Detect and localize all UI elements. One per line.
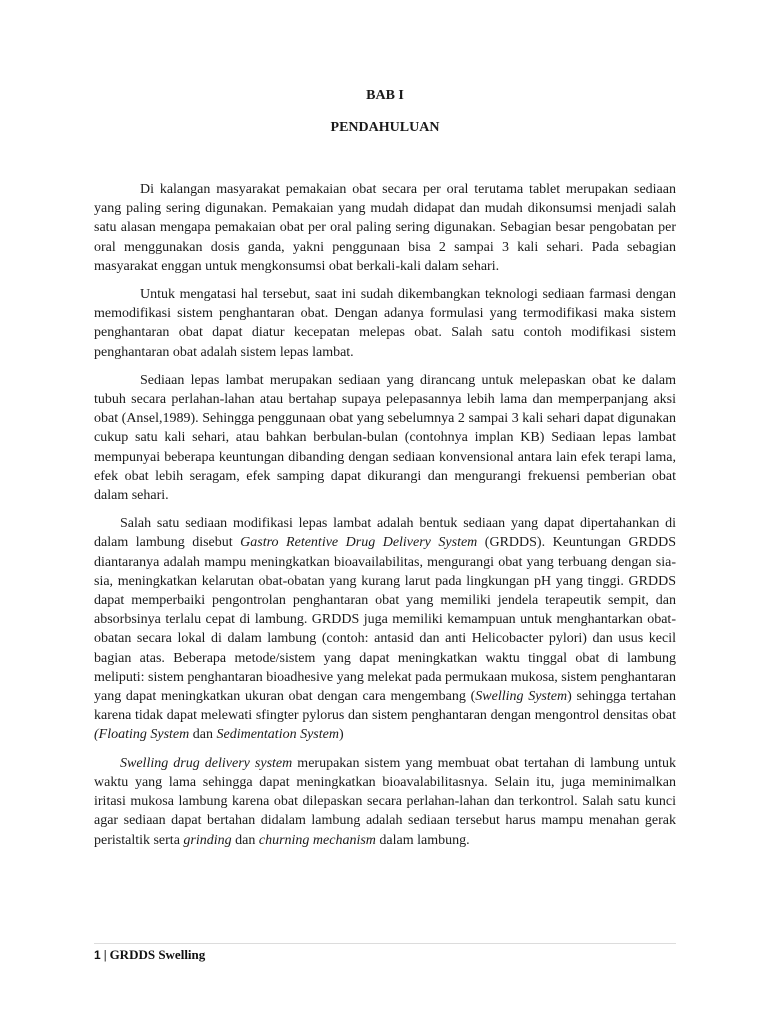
text-run: Untuk mengatasi hal tersebut, saat ini sudah dikembangkan teknologi sediaan farmasi dengan memodifikasi sistem penghantaran obat. Dengan adanya formulasi yang termodifikasi maka sistem penghantaran obat dapat diatur kecepatan melepas obat. Salah satu contoh modifikasi sistem penghantaran obat adalah sistem lepas lambat. xyxy=(94,287,676,360)
paragraph xyxy=(94,180,676,276)
text-run: Sediaan lepas lambat merupakan sediaan yang dirancang untuk melepaskan obat ke dalam tubuh secara perlahan-lahan atau bertahap supaya pelepasannya lebih lama dan memperpanjang aksi obat (Ansel,1989). Sehingga penggunaan obat yang sebelumnya 2 sampai 3 kali sehari dapat digunakan cukup satu kali sehari, atau bahkan berbulan-bulan (contohnya implan KB) Sediaan lepas lambat mempunyai beberapa keuntungan dibanding dengan sediaan konvensional antara lain efek terapi lama, efek obat lebih seragam, efek samping dapat dikurangi dan mengurangi frekuensi pemberian obat dalam sehari. xyxy=(94,372,676,504)
page-number: 1 xyxy=(94,948,101,962)
text-run: (GRDDS). Keuntungan GRDDS diantaranya adalah mampu meningkatkan bioavailabilitas, mengurangi obat yang terbuang dengan sia-sia, meningkatkan kelarutan obat-obatan yang kurang larut pada lingkungan pH yang tinggi. GRDDS dapat memperbaiki pengontrolan penghantaran obat yang memiliki jendela terapeutik sempit, dan absorbsinya terlalu cepat di lambung. GRDDS juga memiliki kemampuan untuk menghantarkan obat-obatan secara lokal di dalam lambung (contoh: antasid dan anti Helicobacter pylori) dan usus kecil bagian atas. Beberapa metode/sistem yang dapat meningkatkan waktu tinggal obat di lambung meliputi: sistem penghantaran bioadhesive yang melekat pada permukaan mukosa, sistem penghantaran yang dapat meningkatkan ukuran obat dengan cara mengembang ( xyxy=(94,535,676,705)
italic-term: grinding xyxy=(183,832,232,848)
footer-title: GRDDS Swelling xyxy=(109,947,206,962)
chapter-title: PENDAHULUAN xyxy=(330,120,440,135)
paragraph xyxy=(94,371,676,505)
paragraph xyxy=(94,514,676,744)
text-run: dan xyxy=(231,832,259,848)
text-run: ) xyxy=(338,727,344,743)
paragraph xyxy=(94,285,676,362)
footer-separator: | xyxy=(103,947,107,962)
paragraph xyxy=(94,754,676,850)
page-footer xyxy=(94,947,205,963)
text-run: dalam lambung. xyxy=(375,832,470,848)
italic-term: churning mechanism xyxy=(258,832,376,848)
body-text xyxy=(94,180,676,859)
text-run: merupakan sistem yang membuat obat tertahan di lambung untuk waktu yang lama sehingga dapat meningkatkan bioavalabilitasnya. Selain itu, juga meminimalkan iritasi mukosa lambung karena obat dilepaskan secara perlahan-lahan dan terkontrol. Salah satu kunci agar sediaan dapat bertahan didalam lambung adalah sediaan tersebut harus mampu menahan gerak peristaltik serta xyxy=(94,755,676,848)
text-run: dan xyxy=(189,727,217,743)
italic-term: Swelling drug delivery system xyxy=(120,755,293,771)
text-run: Di kalangan masyarakat pemakaian obat secara per oral terutama tablet merupakan sediaan yang paling sering digunakan. Pemakaian yang mudah didapat dan mudah dikonsumsi menjadi salah satu alasan mengapa pemakaian obat per oral paling sering digunakan. Sebagian besar pengobatan per oral menggunakan dosis ganda, yakni penggunaan bisa 2 sampai 3 kali sehari. Pada sebagian masyarakat enggan untuk mengkonsumsi obat berkali-kali dalam sehari. xyxy=(94,182,676,274)
text-run: Salah satu sediaan modifikasi lepas lambat adalah bentuk sediaan yang dapat dipertahankan di dalam lambung disebut xyxy=(94,516,676,551)
chapter-number: BAB I xyxy=(366,88,404,103)
italic-term: Gastro Retentive Drug Delivery System xyxy=(240,535,478,551)
footer-divider xyxy=(94,943,676,944)
italic-term: (Floating System xyxy=(94,727,190,743)
document-page xyxy=(94,0,676,1024)
italic-term: Swelling System xyxy=(475,689,568,705)
text-run: ) sehingga tertahan karena tidak dapat melewati sfingter pylorus dan sistem penghantaran dengan mengontrol densitas obat xyxy=(94,689,676,724)
italic-term: Sedimentation System xyxy=(216,727,339,743)
